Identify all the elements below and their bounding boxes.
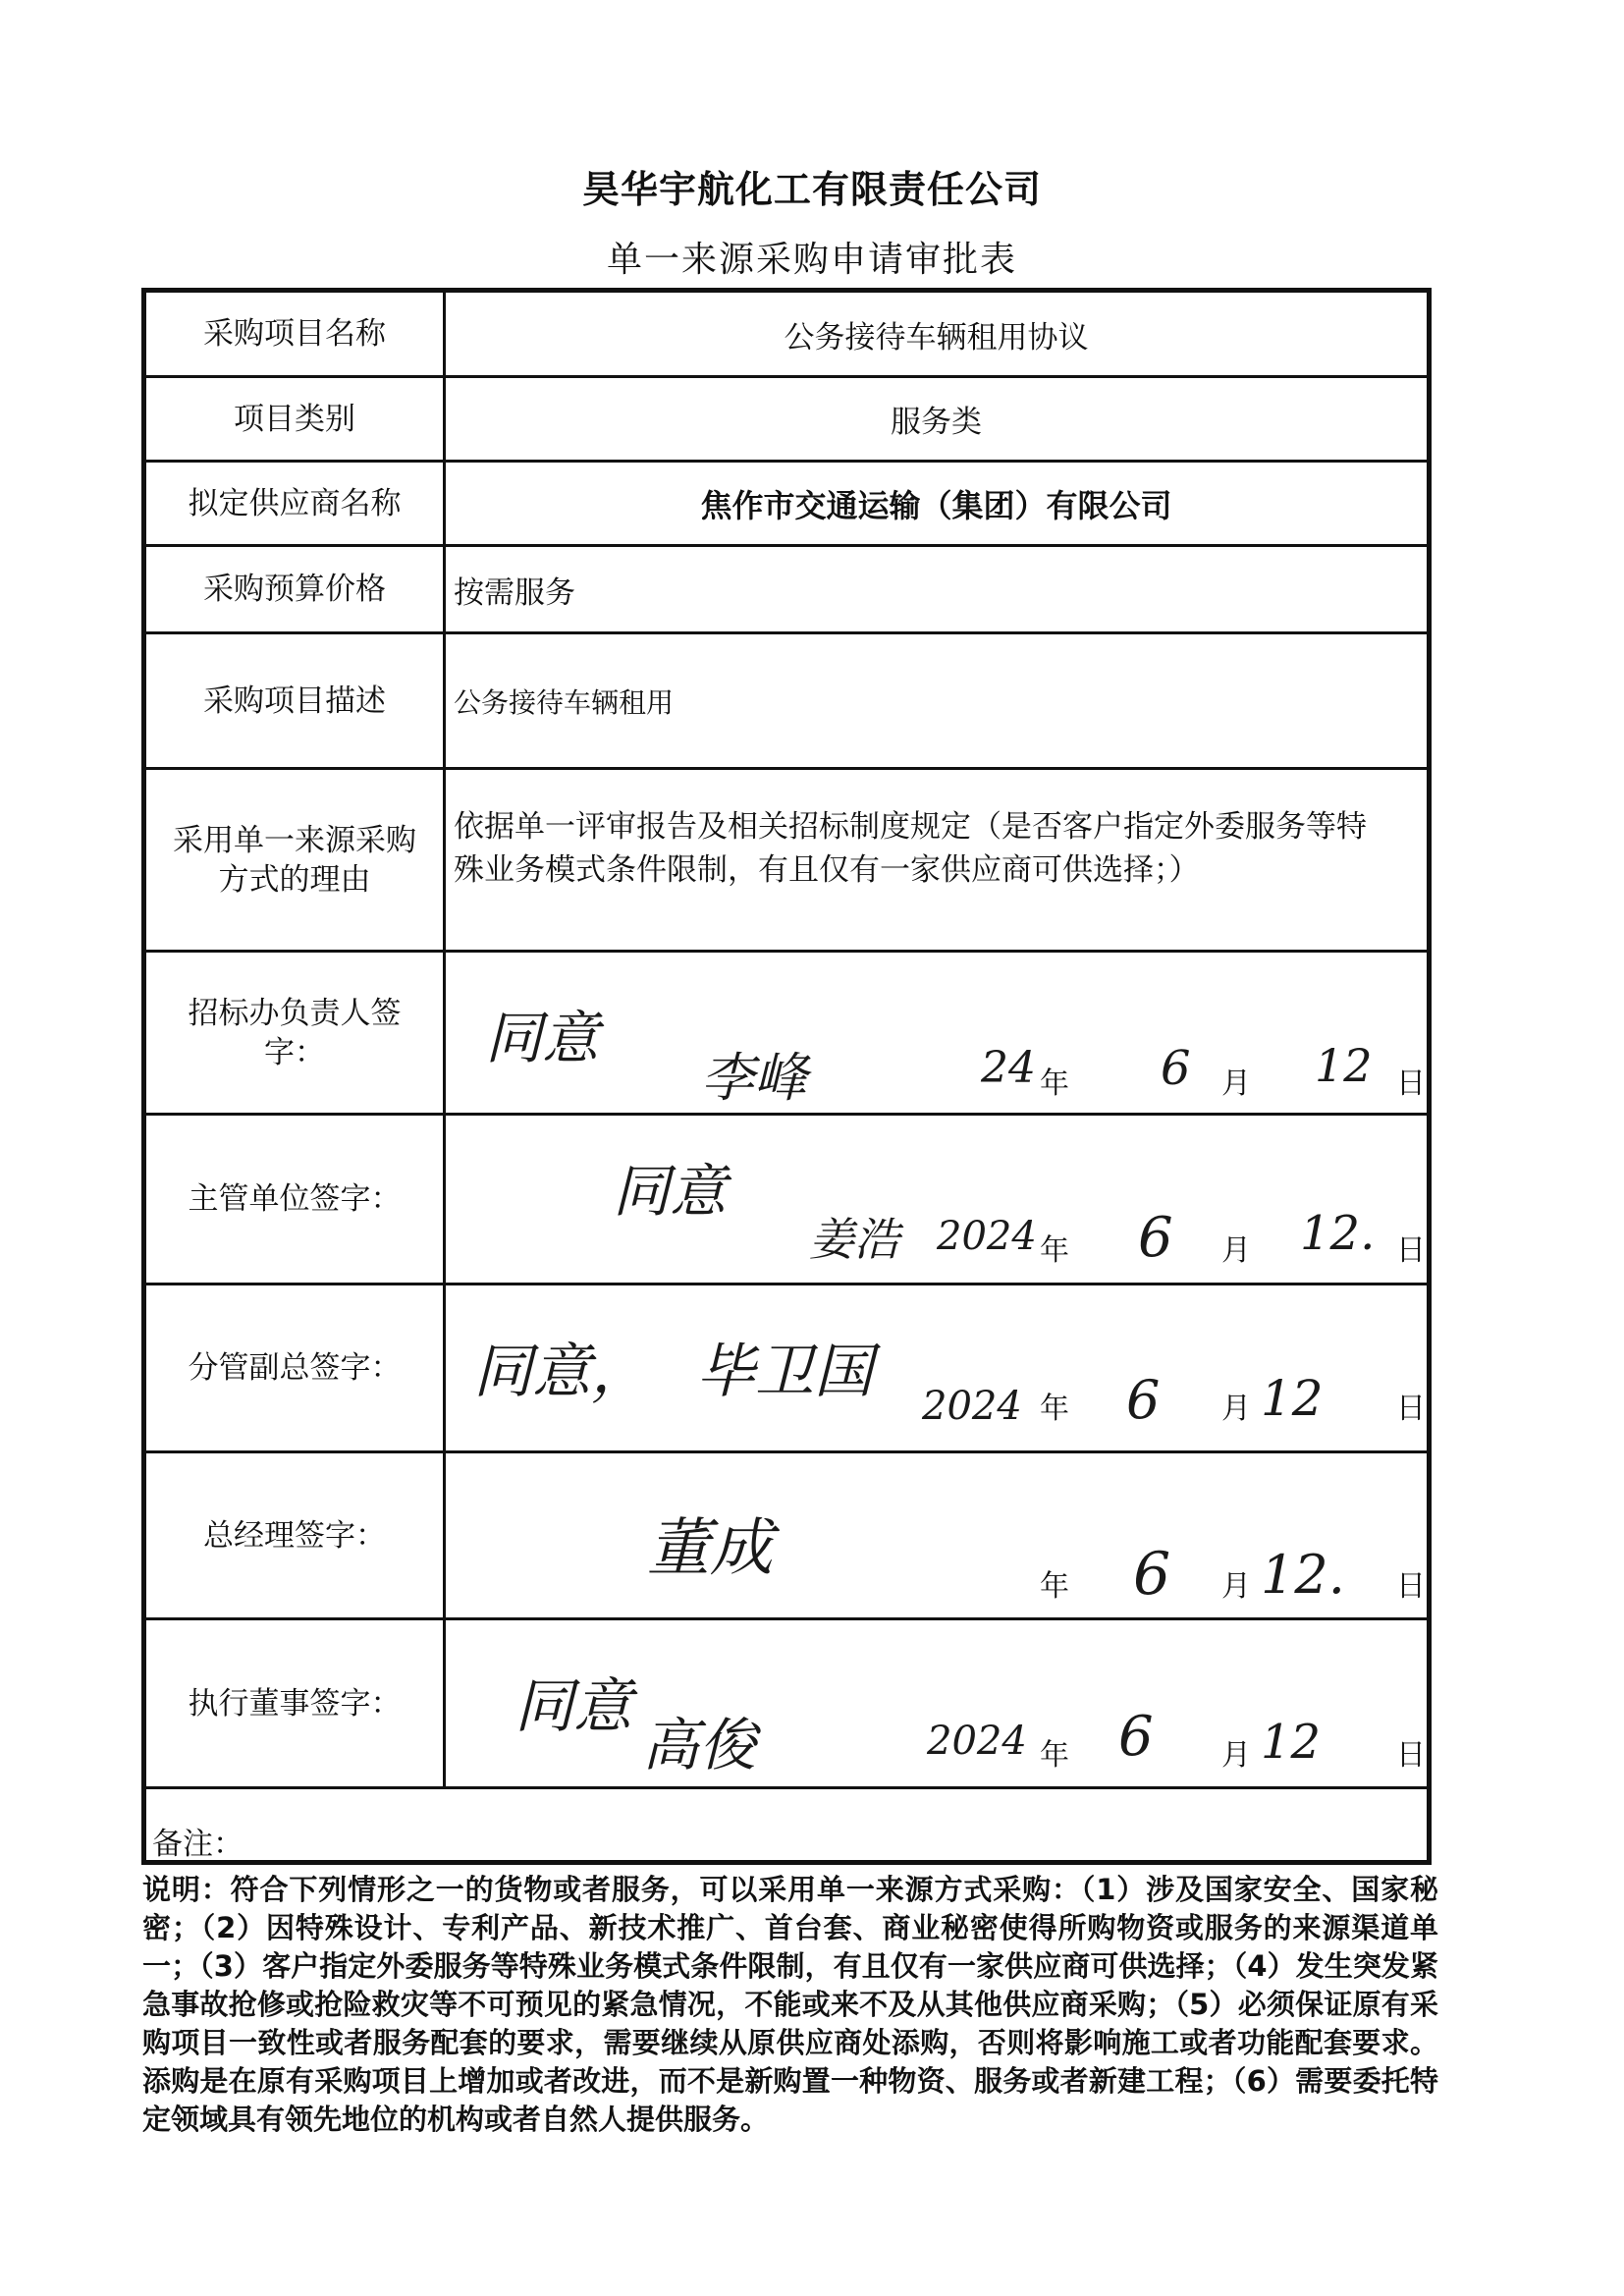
bid-office-year: 24	[981, 1043, 1036, 1093]
gm-day: 12.	[1261, 1544, 1345, 1606]
deputy-gm-day-unit: 日	[1396, 1392, 1426, 1426]
bid-office-label-line2: 字：	[264, 1034, 325, 1070]
approval-form	[141, 288, 1432, 1865]
deputy-gm-month-unit: 月	[1221, 1392, 1251, 1426]
executive-director-month-unit: 月	[1221, 1738, 1251, 1773]
deputy-gm-label: 分管副总签字：	[146, 1285, 446, 1450]
budget-label: 采购预算价格	[146, 547, 446, 631]
executive-director-label: 执行董事签字：	[146, 1620, 446, 1786]
category-label: 项目类别	[146, 378, 446, 460]
supervisor-month: 6	[1138, 1206, 1173, 1270]
supervisor-opinion: 同意	[613, 1158, 728, 1225]
supervisor-month-unit: 月	[1221, 1233, 1251, 1268]
bid-office-signer: 李峰	[701, 1047, 807, 1109]
gm-year-unit: 年	[1040, 1569, 1069, 1604]
executive-director-day-unit: 日	[1396, 1738, 1426, 1773]
row-category	[146, 378, 1427, 463]
row-budget	[146, 547, 1427, 634]
gm-signer: 董成	[647, 1512, 773, 1585]
row-remark	[146, 1789, 1427, 1860]
deputy-gm-signer: 毕卫国	[696, 1338, 873, 1406]
bid-office-year-unit: 年	[1040, 1066, 1069, 1101]
explanatory-note: 说明：符合下列情形之一的货物或者服务，可以采用单一来源方式采购：（1）涉及国家安全、国家秘密；（2）因特殊设计、专利产品、新技术推广、首台套、商业秘密使得所购物资或服务的来源渠道单一；（3）客户指定外委服务等特殊业务模式条件限制，有且仅有一家供应商可供选择；（4）发生突发紧急事故抢修或抢险救灾等不可预见的紧急情况，不能或来不及从其他供应商采购；（5）必须保证原有采购项目一致性或者服务配套的要求，需要继续从原供应商处添购，否则将影响施工或者功能配套要求。添购是在原有采购项目上增加或者改进，而不是新购置一种物资、服务或者新建工程；（6）需要委托特定领域具有领先地位的机构或者自然人提供服务。	[142, 1873, 1438, 2136]
row-project-name	[146, 293, 1427, 378]
supervisor-day-unit: 日	[1396, 1233, 1426, 1268]
bid-office-label	[146, 953, 446, 1113]
supplier-label: 拟定供应商名称	[146, 463, 446, 544]
executive-director-signature-area	[446, 1620, 1427, 1786]
company-name: 昊华宇航化工有限责任公司	[581, 168, 1042, 211]
row-reason	[146, 770, 1427, 953]
bid-office-label-line1: 招标办负责人签	[188, 995, 402, 1031]
description-label: 采购项目描述	[146, 634, 446, 767]
executive-director-signer: 高俊	[642, 1712, 757, 1778]
project-name-value: 公务接待车辆租用协议	[784, 319, 1089, 355]
bid-office-month: 6	[1161, 1041, 1191, 1096]
deputy-gm-year-unit: 年	[1040, 1392, 1069, 1426]
executive-director-year: 2024	[927, 1719, 1027, 1764]
description-value: 公务接待车辆租用	[454, 685, 675, 719]
deputy-gm-opinion: 同意，	[473, 1338, 650, 1406]
row-supervisor-signature	[146, 1116, 1427, 1285]
row-supplier	[146, 463, 1427, 547]
reason-value-line1: 依据单一评审报告及相关招标制度规定（是否客户指定外委服务等特	[454, 809, 1367, 845]
form-title: 单一来源采购申请审批表	[606, 240, 1017, 280]
supervisor-signer: 姜浩	[809, 1213, 899, 1266]
budget-value: 按需服务	[454, 574, 575, 611]
supervisor-day: 12.	[1300, 1206, 1376, 1261]
gm-signature-area	[446, 1453, 1427, 1617]
deputy-gm-day: 12	[1261, 1370, 1324, 1427]
supplier-value: 焦作市交通运输（集团）有限公司	[700, 486, 1172, 524]
gm-month: 6	[1133, 1540, 1171, 1609]
row-executive-director-signature	[146, 1620, 1427, 1789]
bid-office-opinion: 同意	[485, 1005, 600, 1071]
reason-label-line2: 方式的理由	[218, 861, 371, 898]
reason-label	[146, 770, 446, 950]
executive-director-opinion: 同意	[514, 1672, 632, 1741]
project-name-label: 采购项目名称	[146, 293, 446, 375]
executive-director-day: 12	[1261, 1715, 1322, 1770]
row-description	[146, 634, 1427, 770]
supervisor-year: 2024	[937, 1214, 1037, 1259]
bid-office-signature-area	[446, 953, 1427, 1113]
bid-office-month-unit: 月	[1221, 1066, 1251, 1101]
gm-day-unit: 日	[1396, 1569, 1426, 1604]
supervisor-year-unit: 年	[1040, 1233, 1069, 1268]
deputy-gm-signature-area	[446, 1285, 1427, 1450]
supervisor-signature-area	[446, 1116, 1427, 1283]
bid-office-day: 12	[1315, 1039, 1373, 1092]
remark-label: 备注：	[152, 1827, 244, 1862]
row-bid-office-signature	[146, 953, 1427, 1116]
gm-month-unit: 月	[1221, 1569, 1251, 1604]
executive-director-year-unit: 年	[1040, 1738, 1069, 1773]
executive-director-month: 6	[1118, 1705, 1154, 1769]
category-value: 服务类	[891, 405, 982, 440]
reason-value	[446, 770, 1427, 950]
deputy-gm-month: 6	[1126, 1369, 1161, 1431]
row-deputy-gm-signature	[146, 1285, 1427, 1453]
gm-label: 总经理签字：	[146, 1453, 446, 1617]
bid-office-day-unit: 日	[1396, 1066, 1426, 1101]
reason-label-line1: 采用单一来源采购	[173, 822, 416, 858]
row-gm-signature	[146, 1453, 1427, 1620]
reason-value-line2: 殊业务模式条件限制，有且仅有一家供应商可供选择；）	[454, 852, 1200, 888]
deputy-gm-year: 2024	[922, 1384, 1022, 1429]
supervisor-label: 主管单位签字：	[146, 1116, 446, 1283]
